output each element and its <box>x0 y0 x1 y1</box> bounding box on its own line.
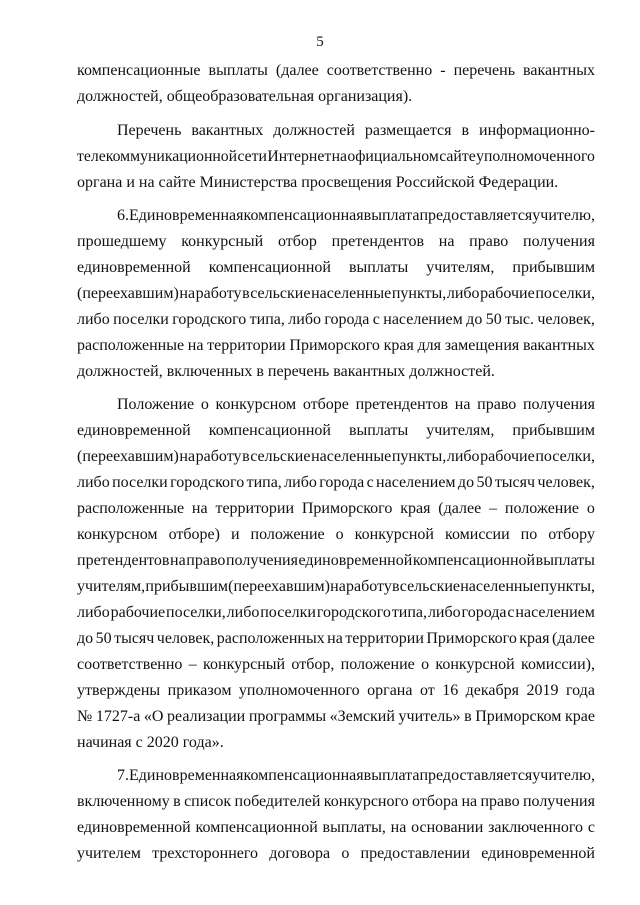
text-line: 6. Единовременная компенсационная выплата предоставляется учителю, <box>117 207 595 224</box>
text-line: № 1727-а «О реализации программы «Земский учитель» в Приморском крае <box>77 708 595 725</box>
text-line: должностей, включенных в перечень вакантных должностей. <box>77 363 495 380</box>
text-line: расположенные на территории Приморского края (далее – положение о <box>77 500 595 517</box>
text-line: учителем трехстороннего договора о предоставлении единовременной <box>77 845 595 862</box>
text-line: либо поселки городского типа, либо города с населением до 50 тыс. человек, <box>77 311 595 328</box>
text-line: либо рабочие поселки, либо поселки городского типа, либо города с населением <box>77 604 595 621</box>
text-line: прошедшему конкурсный отбор претендентов на право получения <box>77 233 595 250</box>
text-line: расположенные на территории Приморского края для замещения вакантных <box>77 337 595 354</box>
text-line: (переехавшим) на работу в сельские населенные пункты, либо рабочие поселки, <box>77 448 595 465</box>
text-line: утверждены приказом уполномоченного органа от 16 декабря 2019 года <box>77 682 595 699</box>
text-line: Перечень вакантных должностей размещается в информационно- <box>117 122 595 139</box>
text-line: включенному в список победителей конкурсного отбора на право получения <box>77 793 595 810</box>
text-line: единовременной компенсационной выплаты учителям, прибывшим <box>77 422 595 439</box>
text-line: единовременной компенсационной выплаты, на основании заключенного с <box>77 819 595 836</box>
text-line: компенсационные выплаты (далее соответственно - перечень вакантных <box>77 62 595 79</box>
text-line: органа и на сайте Министерства просвещения Российской Федерации. <box>77 174 559 191</box>
text-line: (переехавшим) на работу в сельские населенные пункты, либо рабочие поселки, <box>77 285 595 302</box>
text-line: до 50 тысяч человек, расположенных на территории Приморского края (далее <box>77 630 595 647</box>
text-line: учителям, прибывшим (переехавшим) на работу в сельские населенные пункты, <box>77 578 595 595</box>
page-number: 5 <box>316 34 324 50</box>
text-line: либо поселки городского типа, либо города с населением до 50 тысяч человек, <box>77 474 595 491</box>
text-line: единовременной компенсационной выплаты учителям, прибывшим <box>77 259 595 276</box>
text-line: Положение о конкурсном отборе претендентов на право получения <box>117 396 595 413</box>
text-line: соответственно – конкурсный отбор, положение о конкурсной комиссии), <box>77 656 595 673</box>
text-line: 7. Единовременная компенсационная выплата предоставляется учителю, <box>117 767 595 784</box>
text-line: начиная с 2020 года». <box>77 734 224 751</box>
text-line: должностей, общеобразовательная организация). <box>77 88 413 105</box>
text-line: претендентов на право получения единовременной компенсационной выплаты <box>77 552 595 569</box>
text-line: телекоммуникационной сети Интернет на официальном сайте уполномоченного <box>77 148 595 165</box>
text-line: конкурсном отборе) и положение о конкурсной комиссии по отбору <box>77 526 595 543</box>
